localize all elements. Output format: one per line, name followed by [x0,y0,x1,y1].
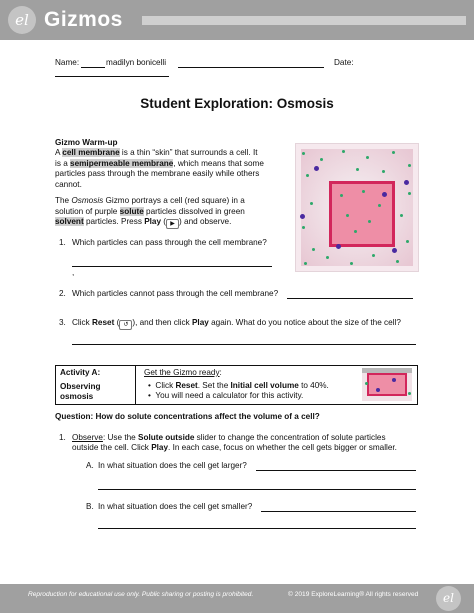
brand-title: Gizmos [44,8,123,31]
activity-topic-line1: Observing [60,382,101,391]
name-label: Name: [55,58,80,67]
warmup-paragraph-1: A cell membrane is a thin “skin” that surrounds a cell. It is a semipermeable membrane, which means that some particles pass through the membrane easily while others cannot. [55,148,264,189]
item1b-label: B. [86,502,94,511]
term-cell-membrane: cell membrane [62,148,120,157]
term-semipermeable-membrane: semipermeable membrane [70,158,174,168]
item1a-answer-line-1[interactable] [256,470,416,471]
warmup-heading: Gizmo Warm-up [55,138,118,147]
footer-bar [0,584,474,613]
activity-bullet-2: • You will need a calculator for this activity. [148,391,304,400]
table-divider [135,366,136,404]
cell-square [329,181,395,247]
activity-question: Question: How do solute concentrations affect the volume of a cell? [55,412,320,421]
osmosis-simulation-image [295,143,419,272]
q3-number: 3. [59,318,66,327]
item1a-label: A. [86,461,94,470]
name-underline-lead [81,67,105,68]
item1-text-line1: Observe: Use the Solute outside slider to change the concentration of solute particles [72,433,386,442]
item1a-answer-line-2[interactable] [98,489,416,490]
q2-text: Which particles cannot pass through the cell membrane? [72,289,279,298]
item1-text-line2: outside the cell. Click Play. In each case, focus on whether the cell gets bigger or smaller. [72,443,397,452]
footer-reproduction-note: Reproduction for educational use only. Public sharing or posting is prohibited. [28,591,254,598]
item1b-answer-line-2[interactable] [98,528,416,529]
q3-answer-line[interactable] [72,344,416,345]
header-decor-strip [142,16,466,25]
q1-text: Which particles can pass through the cell membrane? [72,238,267,247]
term-solute: solute [119,206,144,216]
q1-answer-line[interactable] [72,266,272,267]
warmup-paragraph-2: The Osmosis Gizmo portrays a cell (red square) in a solution of purple solute particles dissolved in green solvent particles. Press Play ( ▶ ) and observe. [55,196,245,227]
explorelearning-logo: el [8,6,36,34]
date-label: Date: [334,58,354,67]
item1b-answer-line-1[interactable] [261,511,416,512]
activity-thumbnail-image [362,368,412,401]
footer-copyright: © 2019 ExploreLearning® All rights reserved [288,591,419,598]
date-underline[interactable] [55,76,169,77]
play-icon: ▶ [166,219,179,229]
name-underline [178,67,324,68]
q2-answer-line[interactable] [287,298,413,299]
item1-number: 1. [59,433,66,442]
activity-topic-line2: osmosis [60,392,94,401]
item1a-question: In what situation does the cell get larger? [98,461,247,470]
activity-label: Activity A: [60,368,101,377]
get-ready-heading: Get the Gizmo ready: [144,368,222,377]
activity-a-table [55,365,418,405]
reset-icon: ↺ [119,320,132,330]
q1-number: 1. [59,238,66,247]
item1b-question: In what situation does the cell get smaller? [98,502,253,511]
name-value[interactable]: madilyn bonicelli [106,58,167,67]
q3-text: Click Reset ( ↺ ), and then click Play again. What do you notice about the size of the cell? [72,318,401,328]
q1-comma: , [72,268,75,277]
page-title: Student Exploration: Osmosis [140,96,334,111]
activity-bullet-1: • Click Reset. Set the Initial cell volume to 40%. [148,381,329,390]
footer-logo: el [436,586,461,611]
q2-number: 2. [59,289,66,298]
term-solvent: solvent [55,217,84,226]
